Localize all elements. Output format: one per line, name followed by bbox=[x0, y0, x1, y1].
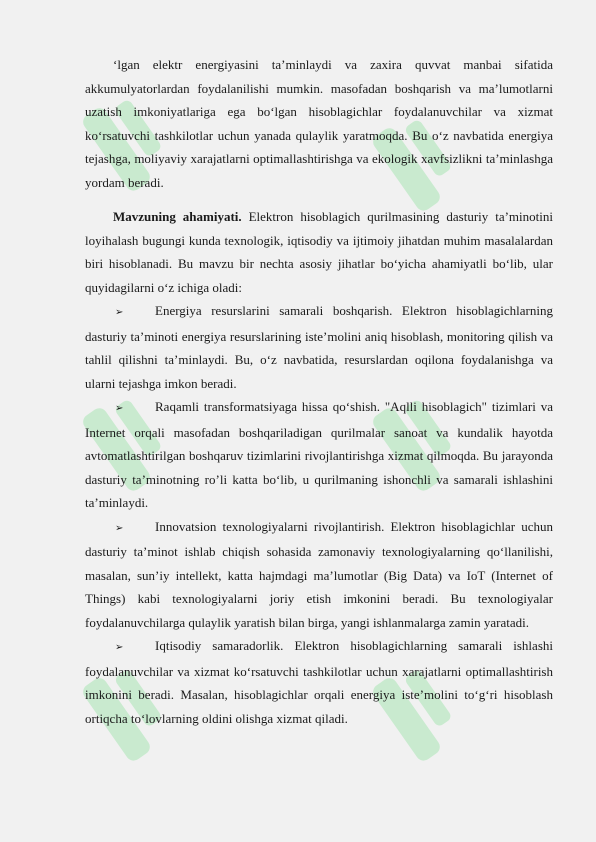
bullet-text: Innovatsion texnologiyalarni rivojlantirish. Elektron hisoblagichlar uchun dasturiy ta’minot ishlab chiqish sohasida zamonaviy texnologiyalarning qo‘llanilishi, masalan, sun’iy intellekt, katta hajmdagi ma’lumotlar (Big Data) va IoT (Internet of Things) kabi texnologiyalarni joriy etish imkonini beradi. Bu texnologiyalar foydalanuvchilarga qulaylik yaratish bilan birga, yangi ishlanmalarga zamin yaratadi. bbox=[85, 518, 553, 630]
bullet-arrow-icon: ➢ bbox=[115, 403, 124, 414]
bullet-text: Raqamli transformatsiyaga hissa qo‘shish. "Aqlli hisoblagich" tizimlari va Internet orqali masofadan boshqariladigan qurilmalar sanoat va kundalik hayotda avtomatlashtirilgan boshqaruv tizimlarini rivojlantirishga xizmat qilmoqda. Bu jarayonda dasturiy ta’minotning ro’li katta bo‘lib, u qurilmaning ishonchli va samarali ishlashini ta’minlaydi. bbox=[85, 399, 553, 510]
bullet-item bbox=[85, 515, 553, 635]
bullet-text: Iqtisodiy samaradorlik. Elektron hisoblagichlarning samarali ishlashi foydalanuvchilar va xizmat ko‘rsatuvchi tashkilotlar uchun xarajatlarni optimallashtirish imkonini beradi. Masalan, hisoblagichlar orqali energiya iste’molini to‘g‘ri hisoblash ortiqcha to‘lovlarning oldini olishga xizmat qiladi. bbox=[85, 638, 553, 726]
paragraph-importance bbox=[85, 205, 553, 299]
bullet-arrow-icon: ➢ bbox=[115, 642, 124, 653]
section-heading: Mavzuning ahamiyati. bbox=[113, 209, 242, 224]
bullet-item bbox=[85, 634, 553, 730]
document-body bbox=[85, 53, 553, 730]
bullet-text: Energiya resurslarini samarali boshqarish. Elektron hisoblagichlarning dasturiy ta’minoti energiya resurslarining iste’molini aniq hisoblash, monitoring qilish va tahlil qilishni ta’minlaydi. Bu, o‘z navbatida, resurslardan oqilona foydalanishga va ularni tejashga imkon beradi. bbox=[85, 303, 553, 391]
bullet-arrow-icon: ➢ bbox=[115, 307, 124, 318]
bullet-item bbox=[85, 395, 553, 515]
bullet-item bbox=[85, 299, 553, 395]
bullet-arrow-icon: ➢ bbox=[115, 522, 124, 534]
paragraph-intro: ‘lgan elektr energiyasini ta’minlaydi va zaxira quvvat manbai sifatida akkumulyatorlardan foydalanilishi mumkin. masofadan boshqarish va ma’lumotlarni uzatish imkoniyatlariga ega bo‘lgan hisoblagichlar foydalanuvchilar va xizmat ko‘rsatuvchi tashkilotlar uchun yanada qulaylik yaratmoqda. Bu o‘z navbatida energiya tejashga, moliyaviy xarajatlarni optimallashtirishga va ekologik xavfsizlikni ta’minlashga yordam beradi. bbox=[85, 57, 553, 190]
paragraph-importance-text: Elektron hisoblagich qurilmasining dasturiy ta’minotini loyihalash bugungi kunda texnologik, iqtisodiy va ijtimoiy jihatdan muhim masalalardan biri hisoblanadi. Bu mavzu bir nechta asosiy jihatlar bo‘yicha ahamiyatli bo‘lib, ular quyidagilarni o‘z ichiga oladi: bbox=[85, 209, 553, 295]
